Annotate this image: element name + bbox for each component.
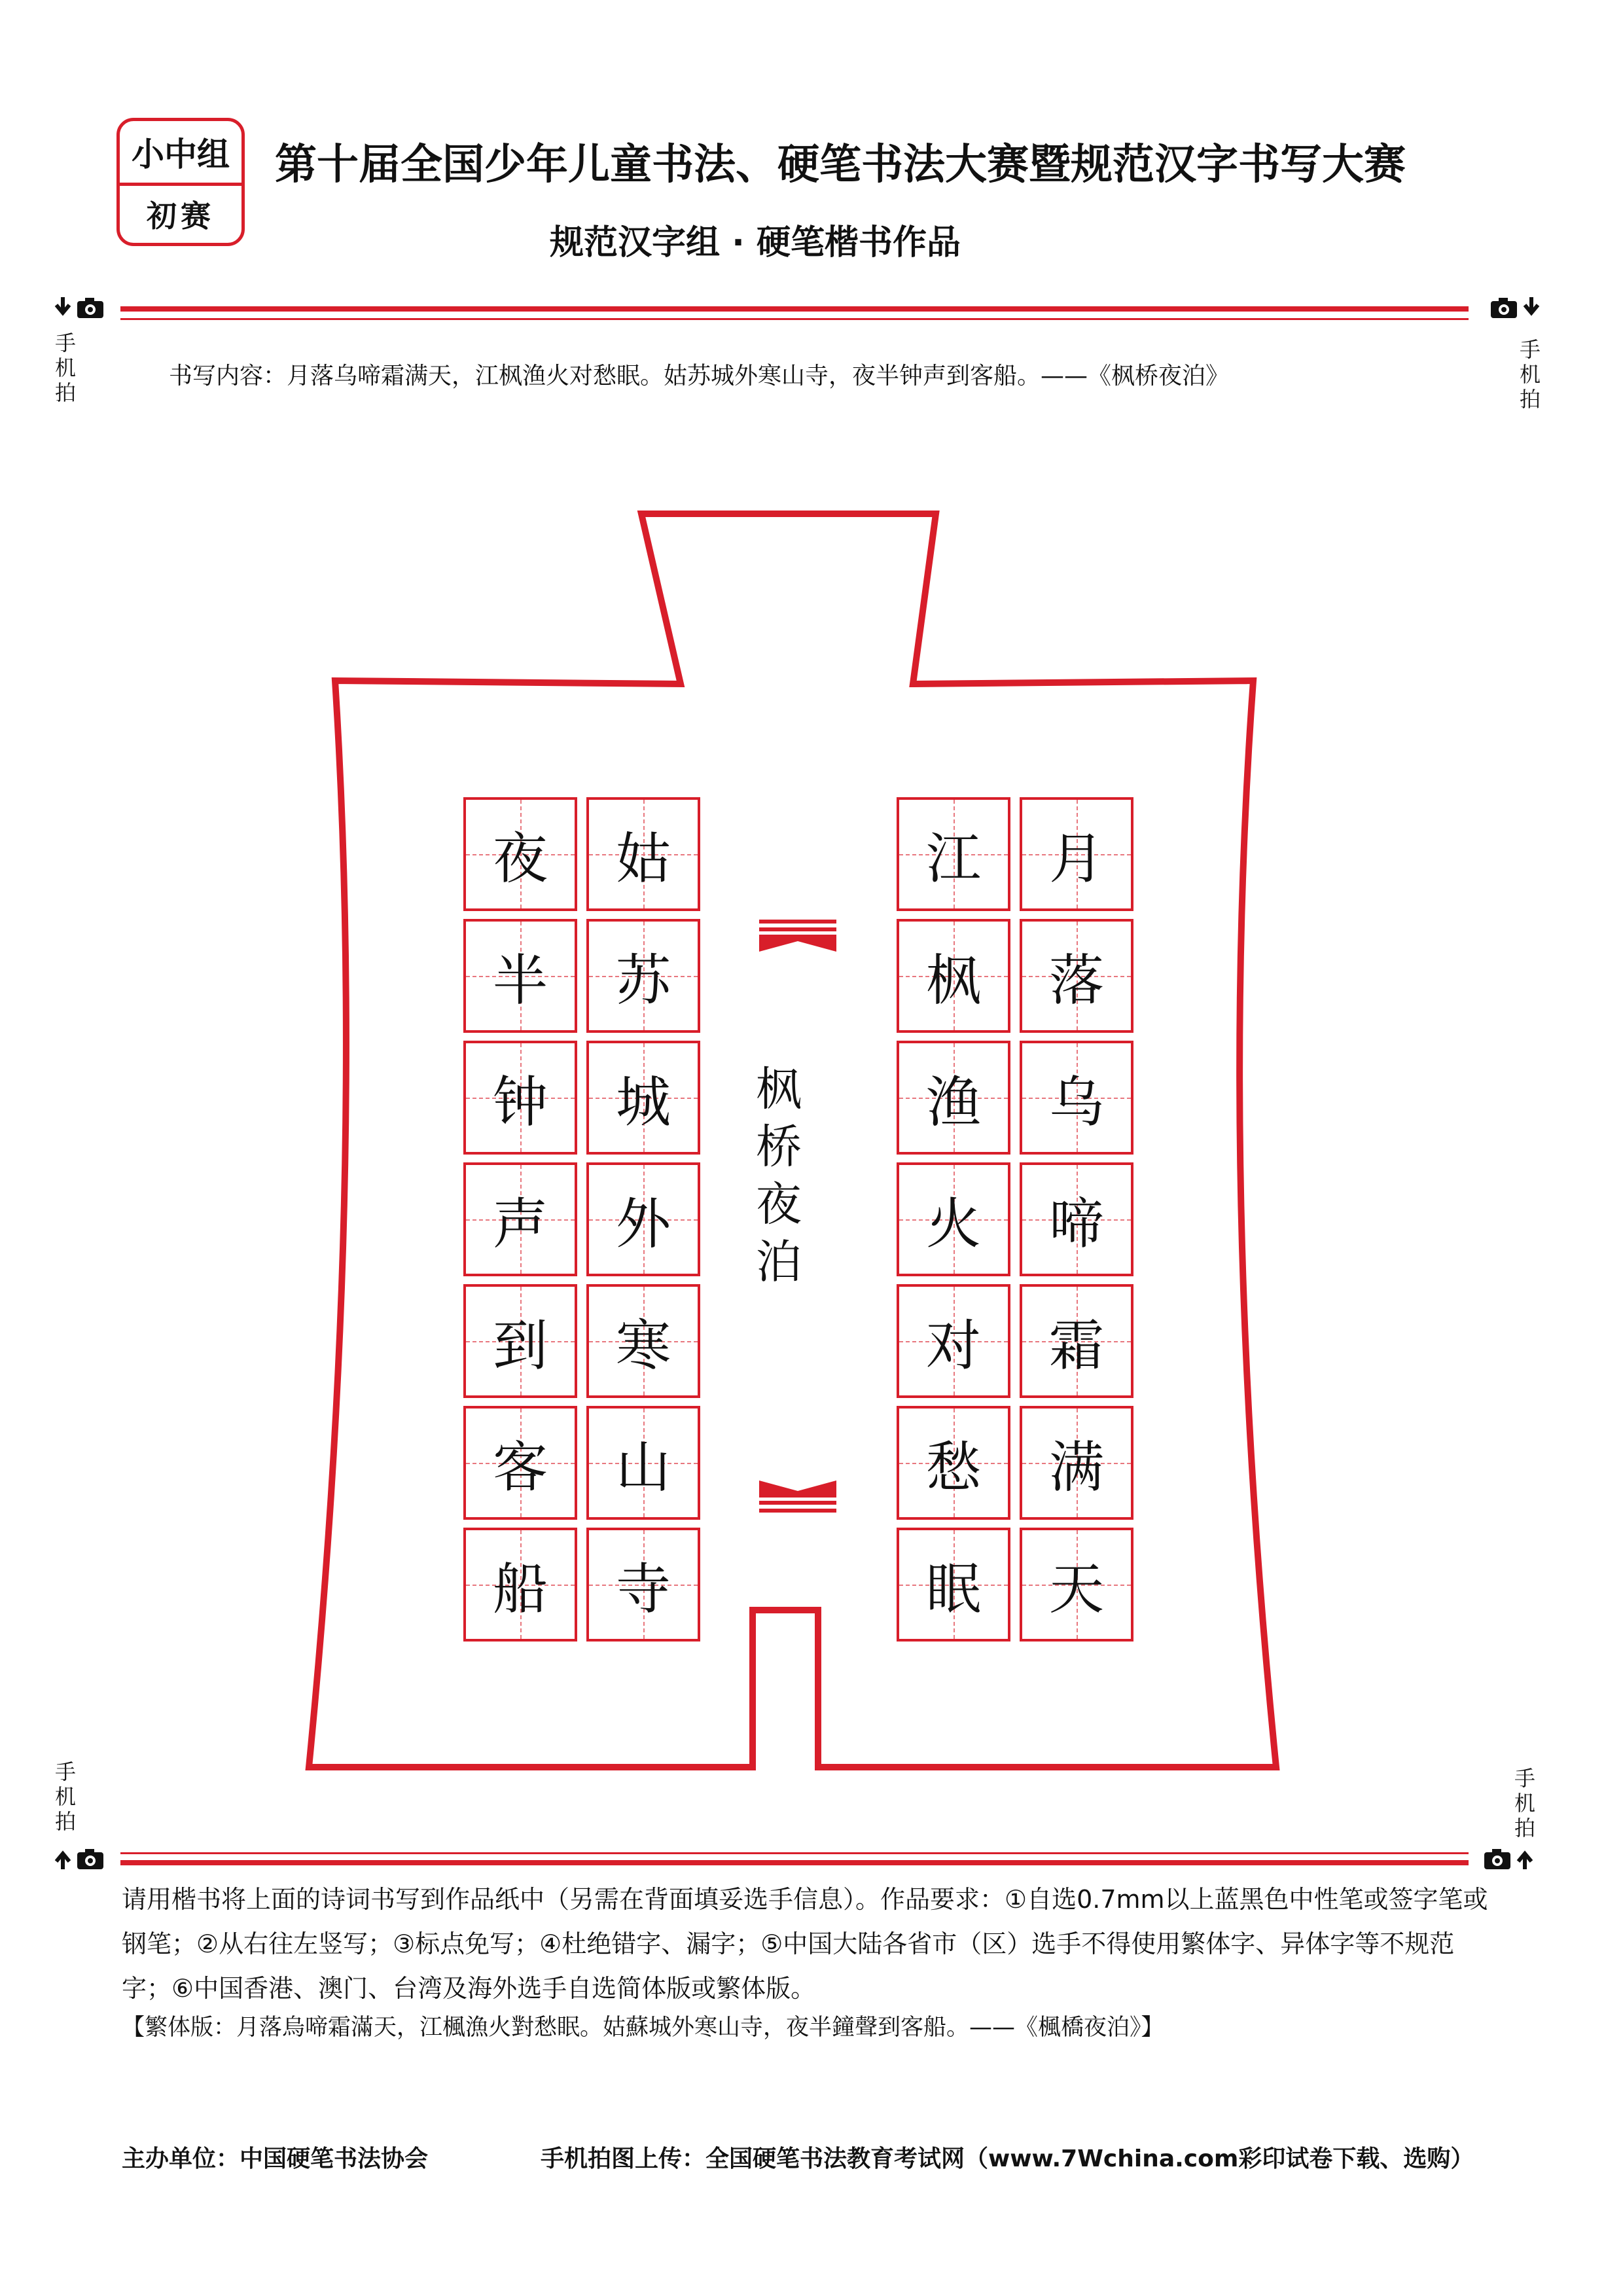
camera-icon bbox=[1483, 1847, 1535, 1871]
grid-cell bbox=[897, 1041, 1010, 1155]
work-title-char: 桥 bbox=[756, 1120, 802, 1174]
bottom-rule-thick bbox=[120, 1860, 1469, 1865]
work-title bbox=[740, 1060, 818, 1291]
grid-char: 火 bbox=[925, 1191, 981, 1256]
grid-char: 枫 bbox=[925, 948, 981, 1013]
writing-content: 书写内容：月落乌啼霜满天，江枫渔火对愁眠。姑苏城外寒山寺，夜半钟声到客船。——《枫桥夜泊》 bbox=[169, 363, 1230, 389]
photo-marker-label-bottom-left: 手 机 拍 bbox=[54, 1759, 76, 1834]
grid-cell bbox=[897, 1284, 1010, 1398]
grid-char: 眠 bbox=[925, 1556, 981, 1621]
photo-marker-bottom-right bbox=[1483, 1847, 1535, 1873]
grid-char: 到 bbox=[492, 1313, 548, 1378]
grid-char: 江 bbox=[925, 826, 981, 891]
grid-cell bbox=[1020, 1528, 1133, 1641]
grid-cell bbox=[897, 919, 1010, 1033]
work-title-char: 泊 bbox=[756, 1235, 802, 1289]
grid-char: 半 bbox=[492, 948, 548, 1013]
work-title-char: 夜 bbox=[756, 1177, 802, 1231]
grid-char: 姑 bbox=[615, 826, 671, 891]
grid-cell bbox=[463, 1284, 577, 1398]
grid-cell bbox=[586, 1406, 700, 1520]
grid-char: 渔 bbox=[925, 1069, 981, 1134]
grid-cell bbox=[897, 1528, 1010, 1641]
grid-cell bbox=[463, 797, 577, 911]
grid-char: 对 bbox=[925, 1313, 981, 1378]
work-title-char: 枫 bbox=[756, 1062, 802, 1116]
grid-char: 夜 bbox=[492, 826, 548, 891]
grid-cell bbox=[586, 1041, 700, 1155]
grid-cell bbox=[463, 1406, 577, 1520]
grid-cell bbox=[897, 1406, 1010, 1520]
grid-cell bbox=[586, 797, 700, 911]
grid-char: 声 bbox=[492, 1191, 548, 1256]
grid-cell bbox=[1020, 797, 1133, 911]
grid-cell bbox=[463, 1162, 577, 1276]
photo-marker-label-top-left: 手 机 拍 bbox=[54, 331, 76, 405]
ornament-top bbox=[759, 920, 836, 952]
badge-group-label: 小中组 bbox=[120, 121, 241, 186]
grid-char: 月 bbox=[1048, 826, 1104, 891]
grid-cell bbox=[463, 1041, 577, 1155]
page-subtitle: 规范汉字组 · 硬笔楷书作品 bbox=[550, 223, 961, 262]
bottom-rule-thin bbox=[120, 1852, 1469, 1854]
grid-char: 苏 bbox=[615, 948, 671, 1013]
grid-cell bbox=[586, 1162, 700, 1276]
grid-cell bbox=[463, 1528, 577, 1641]
grid-cell bbox=[1020, 1406, 1133, 1520]
photo-marker-label-top-right: 手 机 拍 bbox=[1519, 337, 1541, 412]
page-title: 第十届全国少年儿童书法、硬笔书法大赛暨规范汉字书写大赛 bbox=[275, 140, 1406, 189]
grid-cell bbox=[1020, 919, 1133, 1033]
grid-char: 城 bbox=[615, 1069, 671, 1134]
arrow-up-icon bbox=[54, 1847, 106, 1871]
grid-cell bbox=[1020, 1041, 1133, 1155]
grid-char: 山 bbox=[615, 1435, 671, 1499]
grid-cell bbox=[1020, 1284, 1133, 1398]
requirements-text: 请用楷书将上面的诗词书写到作品纸中（另需在背面填妥选手信息）。作品要求：①自选0.7mm以上蓝黑色中性笔或签字笔或钢笔；②从右往左竖写；③标点免写；④杜绝错字、漏字；⑤中国大陆各省市（区）选手不得使用繁体字、异体字等不规范字；⑥中国香港、澳门、台湾及海外选手自选简体版或繁体版。 bbox=[122, 1885, 1488, 2003]
upload-info: 手机拍图上传：全国硬笔书法教育考试网（www.7Wchina.com彩印试卷下载、选购） bbox=[541, 2145, 1474, 2172]
grid-char: 落 bbox=[1048, 948, 1104, 1013]
grid-cell bbox=[897, 797, 1010, 911]
grid-char: 客 bbox=[492, 1435, 548, 1499]
grid-char: 霜 bbox=[1048, 1313, 1104, 1378]
grid-cell bbox=[586, 919, 700, 1033]
grid-char: 啼 bbox=[1048, 1191, 1104, 1256]
grid-cell bbox=[463, 919, 577, 1033]
grid-char: 天 bbox=[1048, 1556, 1104, 1621]
grid-char: 船 bbox=[492, 1556, 548, 1621]
grid-char: 乌 bbox=[1048, 1069, 1104, 1134]
grid-cell bbox=[897, 1162, 1010, 1276]
grid-char: 寒 bbox=[615, 1313, 671, 1378]
grid-cell bbox=[586, 1284, 700, 1398]
grid-char: 外 bbox=[615, 1191, 671, 1256]
traditional-version: 【繁体版：月落烏啼霜滿天，江楓漁火對愁眠。姑蘇城外寒山寺，夜半鐘聲到客船。——《楓橋夜泊》】 bbox=[122, 2015, 1164, 2041]
organizer: 主办单位：中国硬笔书法协会 bbox=[122, 2145, 429, 2172]
grid-cell bbox=[586, 1528, 700, 1641]
photo-marker-bottom-left bbox=[54, 1847, 106, 1873]
ornament-bottom bbox=[759, 1480, 836, 1513]
grid-char: 寺 bbox=[615, 1556, 671, 1621]
grid-char: 愁 bbox=[925, 1435, 981, 1499]
badge-stage-label: 初赛 bbox=[147, 198, 215, 234]
grid-char: 满 bbox=[1048, 1435, 1104, 1499]
photo-marker-label-bottom-right: 手 机 拍 bbox=[1514, 1766, 1535, 1840]
grid-cell bbox=[1020, 1162, 1133, 1276]
grid-char: 钟 bbox=[492, 1069, 548, 1134]
